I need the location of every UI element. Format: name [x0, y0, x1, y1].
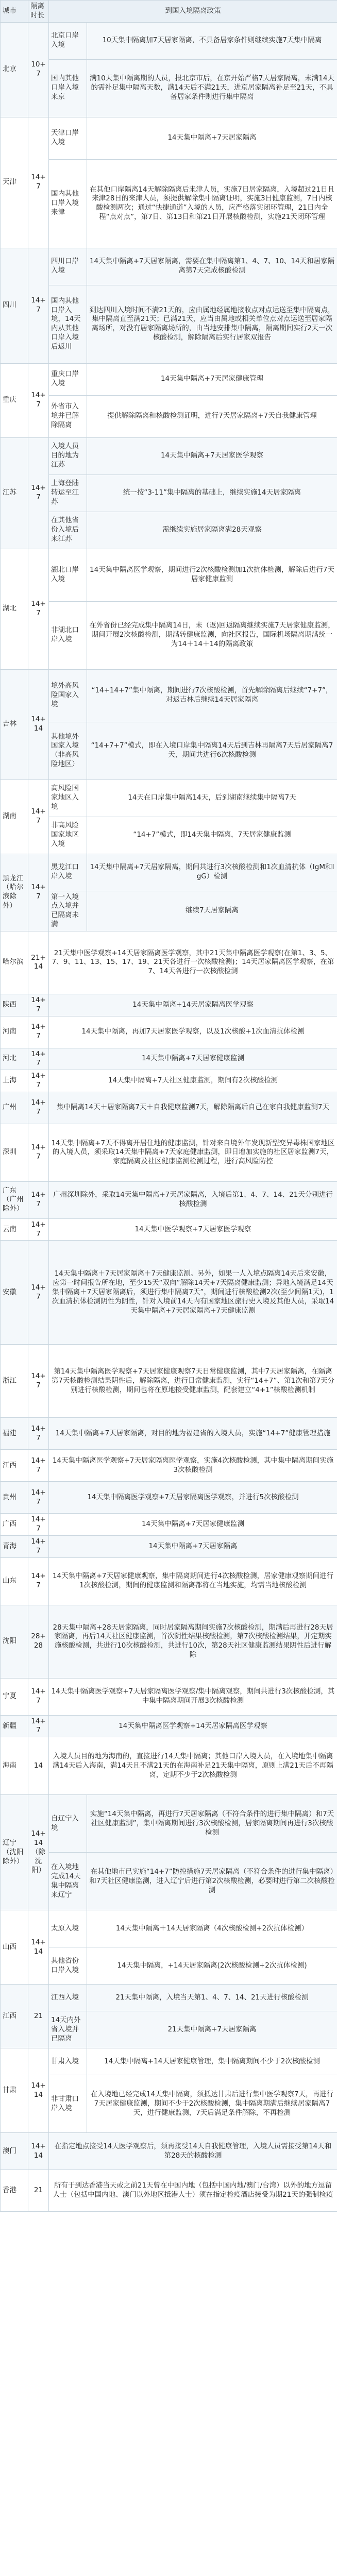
days-cell: 14+7 — [28, 1070, 49, 1092]
table-row — [1, 474, 337, 512]
policy-cell: 14天集中隔离+7天不得离开居住地的健康监测，针对来自境外年发现新型变异毒株国家地区的入境人员，须采取14天集中隔离+7天家庭健康监测，即日增加实施的社区居家监测7天，家庭隔离及社区健康监测检测过程，进行高风险防控 — [49, 1124, 337, 1181]
table-row — [1, 22, 337, 59]
policy-cell: 14天集中医学观察+7天居家医学观察 — [49, 1218, 337, 1241]
policy-cell: 在其他口岸隔离14天解除隔离后来津人员，实施7日居家隔离，入境超过21日且来津28日的来津人员，须提供解除集中隔离证明，实施3日健康监测，7日内核酸检测两次；通过“快捷通道”入境的人员，应严格落实闭环管理，21日内全程“点对点”，第7日、第13日和第21日开展核酸检测，实施21天闭环管理 — [87, 159, 337, 248]
entry-cell: 非湖北口岸入境 — [49, 601, 87, 669]
entry-cell: 江西入境 — [49, 1985, 87, 2011]
days-cell: 14+7 — [28, 1450, 49, 1482]
table-row — [1, 1092, 337, 1124]
city-cell: 澳门 — [1, 2133, 28, 2170]
policy-cell: 28天集中隔离+28天居家隔离，同时居家隔离期间实施7次核酸检测，期满后再进行28天居家隔离，再后14天社区健康监测，首次阴性结果核酸检测，第7次核酸检测结果，并定期实施核酸检测，共进行10次核酸检测，共进行10次，第28天社区健康监测结果阴性后进行解除 — [49, 1605, 337, 1678]
policy-cell: “14+7”模式，即14天集中隔离，7天居家健康监测 — [87, 817, 337, 854]
entry-cell: 北京口岸入境 — [49, 22, 87, 59]
table-row — [1, 512, 337, 549]
table-row — [1, 549, 337, 601]
entry-cell: 自辽宁入境 — [49, 1795, 87, 1853]
city-cell: 河南 — [1, 1016, 28, 1048]
days-cell: 14+14 — [28, 2048, 49, 2133]
entry-cell: 国内其他口岸入境，14天内从其他口岸入境后返川 — [49, 285, 87, 363]
city-cell: 四川 — [1, 248, 28, 363]
days-cell: 10+7 — [28, 22, 49, 117]
city-cell: 浙江 — [1, 1345, 28, 1418]
policy-cell: 第14天集中隔离医学观察+7天居家健康观察7天日常健康监测，其中7天居家隔离，在隔离第7天核酸检测结果阴性后，解除隔离，进行日常健康监测，实行“14+7”、第1次和第7天分别进行核酸检测，期间也将在原地接受健康监测，配套建立“4+1”核酸检测机制 — [49, 1345, 337, 1418]
city-cell: 云南 — [1, 1218, 28, 1241]
policy-cell: 14天集中隔离+7天居家隔离，期间共进行3次核酸检测和1次血清抗体（IgM和IgG）检测 — [87, 854, 337, 891]
policy-cell: 14天集中隔离+14天居家隔离医学观察 — [49, 994, 337, 1016]
entry-cell: 入境人员目的地为江苏 — [49, 437, 87, 474]
days-cell: 14+14（除沈阳） — [28, 1795, 49, 1910]
table-row — [1, 1795, 337, 1853]
table-row — [1, 363, 337, 395]
table-row — [1, 2075, 337, 2133]
days-cell: 14+7 — [28, 1241, 49, 1345]
policy-cell: 14天集中隔离医学观察+7天居家隔离医学观察，并进行5次核酸检测 — [49, 1482, 337, 1514]
table-row — [1, 931, 337, 994]
table-row — [1, 1557, 337, 1605]
city-cell: 山东 — [1, 1557, 28, 1605]
policy-cell: 14天在口岸集中隔离14天，后到湖南继续集中隔离7天 — [87, 779, 337, 817]
entry-cell: 14天内外省入境并已隔离 — [49, 2011, 87, 2048]
policy-cell: 14天集中隔离医学观察+7天居家隔离医学观察/集中隔离观察，期间共进行3次核酸检测，其中集中隔离期间开展3次核酸检测 — [49, 1678, 337, 1715]
days-cell: 28+28 — [28, 1605, 49, 1678]
city-cell: 福建 — [1, 1418, 28, 1450]
policy-cell: 14天集中隔离医学观察+14天居家隔离医学观察 — [49, 1715, 337, 1737]
entry-cell: 四川口岸入境 — [49, 248, 87, 285]
city-cell: 广西 — [1, 1514, 28, 1536]
table-row — [1, 2048, 337, 2075]
entry-cell: 甘肃入境 — [49, 2048, 87, 2075]
policy-cell: 所有于到达香港当天或之前21天曾在中国内地（包括中国内地/澳门/台湾）以外的地方逗留人士（包括中国内地、澳门以外地区抵港人士）须在指定检疫酒店接受为期21天的强制检疫 — [49, 2170, 337, 2212]
table-row — [1, 1124, 337, 1181]
city-cell: 香港 — [1, 2170, 28, 2212]
table-row — [1, 1482, 337, 1514]
entry-cell: 国内其他口岸入境来京 — [49, 59, 87, 117]
policy-cell: 14天集中隔离+7天居家健康观察，集中隔离期间进行4次核酸检测，居家健康观察期间进行1次核酸检测，期间的健康监测和隔离都将在当地实施，均需当地核酸检测 — [49, 1557, 337, 1605]
days-cell: 14+7 — [28, 779, 49, 854]
days-cell: 14+7 — [28, 117, 49, 248]
days-cell: 14+14 — [28, 1910, 49, 1985]
city-cell: 天津 — [1, 117, 28, 248]
table-row — [1, 891, 337, 931]
table-row — [1, 1514, 337, 1536]
city-cell: 宁夏 — [1, 1678, 28, 1715]
table-row — [1, 1910, 337, 1947]
days-cell: 14+7 — [28, 1536, 49, 1558]
city-cell: 河北 — [1, 1048, 28, 1070]
table-row — [1, 1016, 337, 1048]
days-cell: 14+7 — [28, 1218, 49, 1241]
table-row — [1, 669, 337, 722]
table-row — [1, 817, 337, 854]
table-row — [1, 1241, 337, 1345]
city-cell: 江西 — [1, 1450, 28, 1482]
entry-cell: 非甘肃口岸入境 — [49, 2075, 87, 2133]
entry-cell: 黑龙江口岸入境 — [49, 854, 87, 891]
header-city: 城市 — [1, 1, 28, 23]
days-cell: 21 — [28, 1985, 49, 2048]
city-cell: 上海 — [1, 1070, 28, 1092]
policy-cell: 集中隔离14天＋居家隔离7天＋自我健康监测7天，解除隔离后自己在家自我健康监测7天 — [49, 1092, 337, 1124]
policy-cell: 统一按“3-11”集中隔离的基础上，继续实施14天居家隔离 — [87, 474, 337, 512]
table-row — [1, 1450, 337, 1482]
entry-cell: 境外高风险国家入境 — [49, 669, 87, 722]
table-row — [1, 854, 337, 891]
policy-cell: 广州深圳除外，采取14天集中隔离+7天居家隔离，入境后第1、4、7、14、21天分别进行核酸检测 — [49, 1181, 337, 1218]
city-cell: 广州 — [1, 1092, 28, 1124]
city-cell: 哈尔滨 — [1, 931, 28, 994]
city-cell: 吉林 — [1, 669, 28, 779]
entry-cell: 重庆口岸入境 — [49, 363, 87, 395]
policy-cell: 在指定地点接受14天医学观察后，须再接受14天自我健康管理，入境人员需接受第14天和第28天的核酸检测 — [49, 2133, 337, 2170]
policy-cell: 10天集中隔离加7天居家隔离，不具备居家条件则继续实施7天集中隔离 — [87, 22, 337, 59]
days-cell: 14+7 — [28, 1678, 49, 1715]
days-cell: 14+7 — [28, 1557, 49, 1605]
policy-cell: 21天集中医学观察+14天居家隔离医学观察，其中21天集中隔离医学观察(在第1、3、5、7、9、11、13、15、17、19、21天各进行一次核酸检测)；14天居家隔离医学观察，在第7、14天各进行一次核酸检测 — [49, 931, 337, 994]
days-cell: 14+7 — [28, 994, 49, 1016]
city-cell: 陕西 — [1, 994, 28, 1016]
policy-cell: 到达四川入境时间不满21天的，应由属地经属地接收点对点运送至集中隔离点，集中隔离直至满21天；已满21天，应当由属地或相关单位点对点运送至居家隔离场所，对没有居家隔离场所的，由当地安排集中隔离，隔离期间实行2天一次核酸检测，解除隔离后实行居家双报告 — [87, 285, 337, 363]
entry-cell: 其他境外国家入境（非高风险地区） — [49, 722, 87, 779]
entry-cell: 太原入境 — [49, 1910, 87, 1947]
city-cell: 山西 — [1, 1910, 28, 1985]
policy-cell: 14天集中隔离+7天居家隔离，需要在集中隔离第1、4、7、10、14天和居家隔离第7天完成核酸检测 — [87, 248, 337, 285]
table-row — [1, 1947, 337, 1985]
table-body — [1, 22, 337, 2212]
days-cell: 14+7 — [28, 248, 49, 363]
policy-cell: 14天集中隔离，+14天居家隔离(2次核酸检测+2次抗体检测) — [87, 1947, 337, 1985]
entry-cell: 上海登陆转运至江苏 — [49, 474, 87, 512]
entry-cell: 第一入境点入境并已隔离未满 — [49, 891, 87, 931]
policy-cell: 21天集中隔离+7天居家隔离 — [87, 2011, 337, 2048]
policy-cell: 继续7天居家隔离 — [87, 891, 337, 931]
table-row — [1, 1418, 337, 1450]
table-row — [1, 1985, 337, 2011]
days-cell: 14+7 — [28, 1482, 49, 1514]
city-cell: 青海 — [1, 1536, 28, 1558]
policy-cell: “14+14+7”集中隔离，期间进行7次核酸检测，首先解除隔离后继续“7+7”，对返吉林后继续14天居家隔离 — [87, 669, 337, 722]
policy-cell: 14天集中隔离+7天居家隔离，对目的地为福建省的入境人员，实施“14+7”健康管理措施 — [49, 1418, 337, 1450]
table-row — [1, 1605, 337, 1678]
entry-cell: 在其他省份入境后来江苏 — [49, 512, 87, 549]
days-cell: 14+7 — [28, 1715, 49, 1737]
table-row — [1, 2011, 337, 2048]
table-row — [1, 248, 337, 285]
entry-cell: 外省市入境并已解除隔离 — [49, 395, 87, 437]
days-cell: 14+7 — [28, 1092, 49, 1124]
table-row — [1, 59, 337, 117]
table-row — [1, 285, 337, 363]
table-row — [1, 994, 337, 1016]
entry-cell: 天津口岸入境 — [49, 117, 87, 159]
table-row — [1, 117, 337, 159]
entry-cell: 湖北口岸入境 — [49, 549, 87, 601]
days-cell: 21 — [28, 2170, 49, 2212]
table-row — [1, 2133, 337, 2170]
table-row — [1, 1678, 337, 1715]
table-row — [1, 601, 337, 669]
table-row — [1, 1218, 337, 1241]
city-cell: 海南 — [1, 1737, 28, 1795]
table-row — [1, 779, 337, 817]
policy-cell: 14天集中隔离+7天居家健康管理 — [87, 363, 337, 395]
days-cell: 14+14 — [28, 669, 49, 779]
table-row — [1, 1737, 337, 1795]
days-cell: 14+7 — [28, 1418, 49, 1450]
days-cell: 14+7 — [28, 1514, 49, 1536]
policy-cell: 入境人员目的地为海南的，直接进行14天集中隔离；其他口岸入境人员，在入境地集中隔离满14天后入海南，满14天且不满21天的在海南补足21天集中隔离，原则上满21天后不再隔离，定期不少于2次核酸检测 — [49, 1737, 337, 1795]
days-cell: 14+14 — [28, 2133, 49, 2170]
days-cell: 14+7 — [28, 1048, 49, 1070]
city-cell: 重庆 — [1, 363, 28, 437]
table-row — [1, 1070, 337, 1092]
city-cell: 黑龙江（哈尔滨除外） — [1, 854, 28, 931]
entry-cell: 其他省份口岸入境 — [49, 1947, 87, 1985]
policy-cell: 在其他地市已实施“14+7”防控措施7天居家隔离（不符合条件的进行集中隔离）和7天社区健康监测，进入辽宁后进行第2次核酸检测，必要时进行第二次核酸检测 — [87, 1853, 337, 1910]
city-cell: 贵州 — [1, 1482, 28, 1514]
policy-cell: 14天集中隔离，再加7天居家医学观察，以及1次核酸+1次血清抗体检测 — [49, 1016, 337, 1048]
city-cell: 辽宁（沈阳除外） — [1, 1795, 28, 1910]
policy-cell: 在入境地已经完成14天集中隔离，须抵达甘肃后进行集中医学观察7天，再进行7天居家健康监测，期间不少于2次核酸检测，集中隔离期满后继续居家隔离7天，进行健康监测，7天后满足条件解除，不再检测 — [87, 2075, 337, 2133]
table-row — [1, 1048, 337, 1070]
city-cell: 广东（广州除外） — [1, 1181, 28, 1218]
city-cell: 湖南 — [1, 779, 28, 854]
entry-cell: 非高风险国家地区入境 — [49, 817, 87, 854]
city-cell: 安徽 — [1, 1241, 28, 1345]
table-row — [1, 2170, 337, 2212]
table-header-row — [1, 1, 337, 23]
policy-cell: “14+7+7”模式，即在入境口岸集中隔离14天后到吉林再隔离7天后居家隔离7天，期间共进行6次核酸检测 — [87, 722, 337, 779]
city-cell: 北京 — [1, 22, 28, 117]
days-cell: 14+7 — [28, 363, 49, 437]
policy-cell: 14天集中隔离+7天居家医学观察 — [87, 437, 337, 474]
policy-cell: 14天集中隔离+7天居家隔离 — [87, 117, 337, 159]
city-cell: 甘肃 — [1, 2048, 28, 2133]
days-cell: 21+14 — [28, 931, 49, 994]
table-row — [1, 1536, 337, 1558]
table-row — [1, 1715, 337, 1737]
city-cell: 江西 — [1, 1985, 28, 2048]
city-cell: 沈阳 — [1, 1605, 28, 1678]
days-cell: 14 — [28, 1737, 49, 1795]
city-cell: 新疆 — [1, 1715, 28, 1737]
policy-cell: 14天集中隔离+7天居家健康监测 — [49, 1048, 337, 1070]
policy-cell: 14天集中隔离+14天居家健康管理，集中隔离期间不少于2次核酸检测 — [87, 2048, 337, 2075]
policy-cell: 14天集中隔离+7天居家健康监测 — [49, 1514, 337, 1536]
policy-cell: 14天集中隔离+7天居家隔离 — [49, 1536, 337, 1558]
entry-cell: 国内其他口岸入境来津 — [49, 159, 87, 248]
policy-cell: 需继续实施居家隔离满28天观察 — [87, 512, 337, 549]
policy-cell: 21天集中隔离，入境当天第1、4、7、14、21天进行核酸检测 — [87, 1985, 337, 2011]
policy-cell: 提供解除隔离和核酸检测证明，进行7天居家隔离+7天自我健康管理 — [87, 395, 337, 437]
days-cell: 14+7 — [28, 1345, 49, 1418]
policy-cell: 14天集中隔离＋7天居家隔离＋7天健康监测。另外，如果一人入境点隔离14天后来安徽，应第一时间报告所在地，至少15天“双向”解除14天+7天隔离健康监测；异地入境满足14天集中隔离＋7天居家隔离后，须进行集中隔离7天”，期间进行核酸检测2次(至少间隔1天)，1次血清抗体检测阴性为阴性，针对入境前14天内有国家地区旅行史入境及其他人员，采取14天集中隔离+7天居家隔离+7天健康监测 — [49, 1241, 337, 1345]
table-row — [1, 159, 337, 248]
entry-cell: 高风险国家地区入境 — [49, 779, 87, 817]
policy-cell: 实施“14天集中隔离，再进行7天居家隔离（不符合条件的进行集中隔离）和7天社区健康监测”，集中隔离期间进行3次核酸检测，居家隔离期间再进行3次核酸检测 — [87, 1795, 337, 1853]
city-cell: 深圳 — [1, 1124, 28, 1181]
days-cell: 14+7 — [28, 437, 49, 549]
policy-cell: 14天集中隔离+7天社区健康监测，期间有2次核酸检测 — [49, 1070, 337, 1092]
days-cell: 14+7 — [28, 1124, 49, 1181]
days-cell: 14+7 — [28, 1181, 49, 1218]
header-days: 隔离时长 — [28, 1, 49, 23]
policy-cell: 14天集中隔离医学观察，期间进行2次核酸检测加1次抗体检测，解除后进行7天居家健康监测 — [87, 549, 337, 601]
city-cell: 江苏 — [1, 437, 28, 549]
policy-cell: 满10天集中隔离期的人员，报北京市后，在京开始严格7天居家隔离，未满14天的需补足集中隔离天数，满14天后不满21天，进京居家隔离补足至21天，不具备居家条件则进行集中隔离 — [87, 59, 337, 117]
table-row — [1, 395, 337, 437]
header-policy: 到国入境隔离政策 — [49, 1, 337, 23]
entry-cell: 在入境地完成14天集中隔离来辽宁 — [49, 1853, 87, 1910]
days-cell: 14+7 — [28, 549, 49, 669]
policy-cell: 14天集中隔离＋14天居家隔离（4次核酸检测+2次抗体检测） — [87, 1910, 337, 1947]
table-row — [1, 1181, 337, 1218]
days-cell: 14+7 — [28, 1016, 49, 1048]
policy-cell: 在外省份已经完成集中隔离14日，未（返)回返隔离继续实施7天居家健康监测，期间开展2次核酸检测，期满转健康监测，向社区报告，国际机场隔离期满统一为14＋14＋14的隔离政策 — [87, 601, 337, 669]
table-row — [1, 1853, 337, 1910]
table-row — [1, 722, 337, 779]
table-row — [1, 437, 337, 474]
policy-cell: 14天集中隔离医学观察+7天居家隔离医学观察，实施4次核酸检测，其中集中隔离期间实施3次核酸检测 — [49, 1450, 337, 1482]
days-cell: 14+7 — [28, 854, 49, 931]
city-cell: 湖北 — [1, 549, 28, 669]
table-row — [1, 1345, 337, 1418]
